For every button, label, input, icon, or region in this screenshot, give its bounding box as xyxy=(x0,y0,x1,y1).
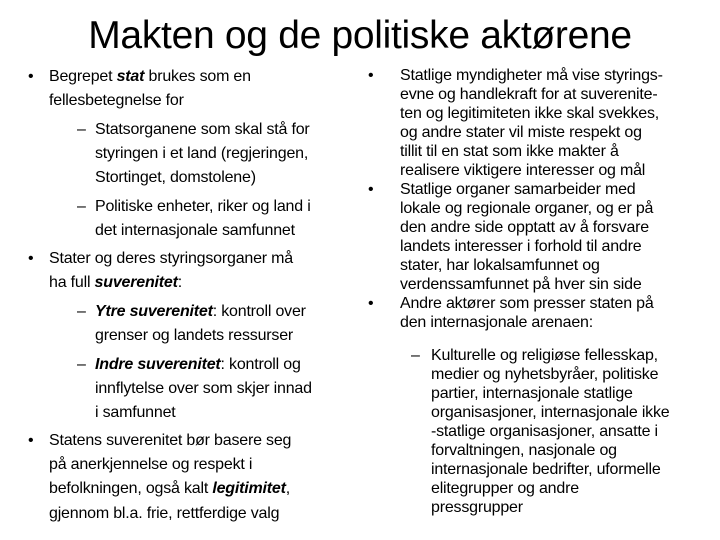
bullet-text-line: og andre stater vil miste respekt og xyxy=(400,124,642,141)
sub-bullet-text-line: Stortinget, domstolene) xyxy=(95,169,256,187)
sub-bullet-text-line: Statsorganene som skal stå for xyxy=(95,121,310,138)
bullet-text-line: ten og legitimiteten ikke skal svekkes, xyxy=(400,105,659,122)
bullet-text-line: verdenssamfunnet på hver sin side xyxy=(400,276,642,293)
sub-bullet-text-line: elitegrupper og andre xyxy=(431,480,579,497)
bullet-icon: • xyxy=(28,68,34,85)
sub-bullet-text-line: Politiske enheter, riker og land i xyxy=(95,198,311,215)
sub-bullet-text-line: forvaltningen, nasjonale og xyxy=(431,442,617,459)
bullet-text-line: den internasjonale arenaen: xyxy=(400,314,593,331)
bullet-icon: • xyxy=(368,295,374,312)
bullet-text-line: lokale og regionale organer, og er på xyxy=(400,200,654,217)
bullet-text-line: Stater og deres styringsorganer må xyxy=(49,250,293,267)
emphasized-term: stat xyxy=(116,68,145,85)
sub-bullet-text-line: pressgrupper xyxy=(431,499,523,516)
sub-bullet-text-line: partier, internasjonale statlige xyxy=(431,385,633,402)
emphasized-term: suverenitet xyxy=(94,274,178,292)
bullet-text-line: landets interesser i forhold til andre xyxy=(400,238,642,255)
bullet-text-line: Begrepet stat brukes som en xyxy=(49,68,251,85)
bullet-text-line: tillit til en stat som ikke makter å xyxy=(400,143,619,160)
bullet-text-line: Statens suverenitet bør basere seg xyxy=(49,432,292,449)
bullet-text-line: den andre side opptatt av å forsvare xyxy=(400,219,649,236)
dash-icon: – xyxy=(77,303,86,320)
sub-bullet-text-line: internasjonale bedrifter, uformelle xyxy=(431,461,661,478)
bullet-icon: • xyxy=(28,432,34,449)
bullet-text-line: gjennom bl.a. frie, rettferdige valg xyxy=(49,504,280,522)
sub-bullet-text-line: grenser og landets ressurser xyxy=(95,327,294,345)
bullet-text-line: Statlige myndigheter må vise styrings- xyxy=(400,67,663,84)
bullet-icon: • xyxy=(368,181,374,198)
bullet-text-line: på anerkjennelse og respekt i xyxy=(49,456,253,474)
bullet-icon: • xyxy=(28,250,34,267)
sub-bullet-text-line: Indre suverenitet: kontroll og xyxy=(95,356,301,373)
bullet-text-line: befolkningen, også kalt legitimitet, xyxy=(49,480,290,498)
slide-title: Makten og de politiske aktørene xyxy=(88,14,632,57)
bullet-text-line: ha full suverenitet: xyxy=(49,274,182,292)
emphasized-term: Indre suverenitet xyxy=(95,356,221,373)
sub-bullet-text-line: organisasjoner, internasjonale ikke xyxy=(431,404,670,421)
sub-bullet-text-line: Ytre suverenitet: kontroll over xyxy=(95,303,306,320)
sub-bullet-text-line: medier og nyhetsbyråer, politiske xyxy=(431,366,659,383)
sub-bullet-text-line: i samfunnet xyxy=(95,404,176,422)
dash-icon: – xyxy=(77,356,86,373)
bullet-text-line: evne og handlekraft for at suverenite- xyxy=(400,86,658,103)
dash-icon: – xyxy=(77,198,86,215)
bullet-icon: • xyxy=(368,67,374,84)
sub-bullet-text-line: innflytelse over som skjer innad xyxy=(95,380,312,398)
bullet-text-line: fellesbetegnelse for xyxy=(49,92,184,110)
emphasized-term: legitimitet xyxy=(212,480,286,498)
sub-bullet-text-line: -statlige organisasjoner, ansatte i xyxy=(431,423,658,440)
emphasized-term: Ytre suverenitet xyxy=(95,303,213,320)
dash-icon: – xyxy=(411,347,420,364)
sub-bullet-text-line: det internasjonale samfunnet xyxy=(95,222,295,240)
bullet-text-line: Statlige organer samarbeider med xyxy=(400,181,636,198)
bullet-text-line: Andre aktører som presser staten på xyxy=(400,295,654,312)
dash-icon: – xyxy=(77,121,86,138)
sub-bullet-text-line: styringen i et land (regjeringen, xyxy=(95,145,309,163)
sub-bullet-text-line: Kulturelle og religiøse fellesskap, xyxy=(431,347,658,364)
bullet-text-line: realisere viktigere interesser og mål xyxy=(400,162,646,179)
bullet-text-line: stater, har lokalsamfunnet og xyxy=(400,257,600,274)
